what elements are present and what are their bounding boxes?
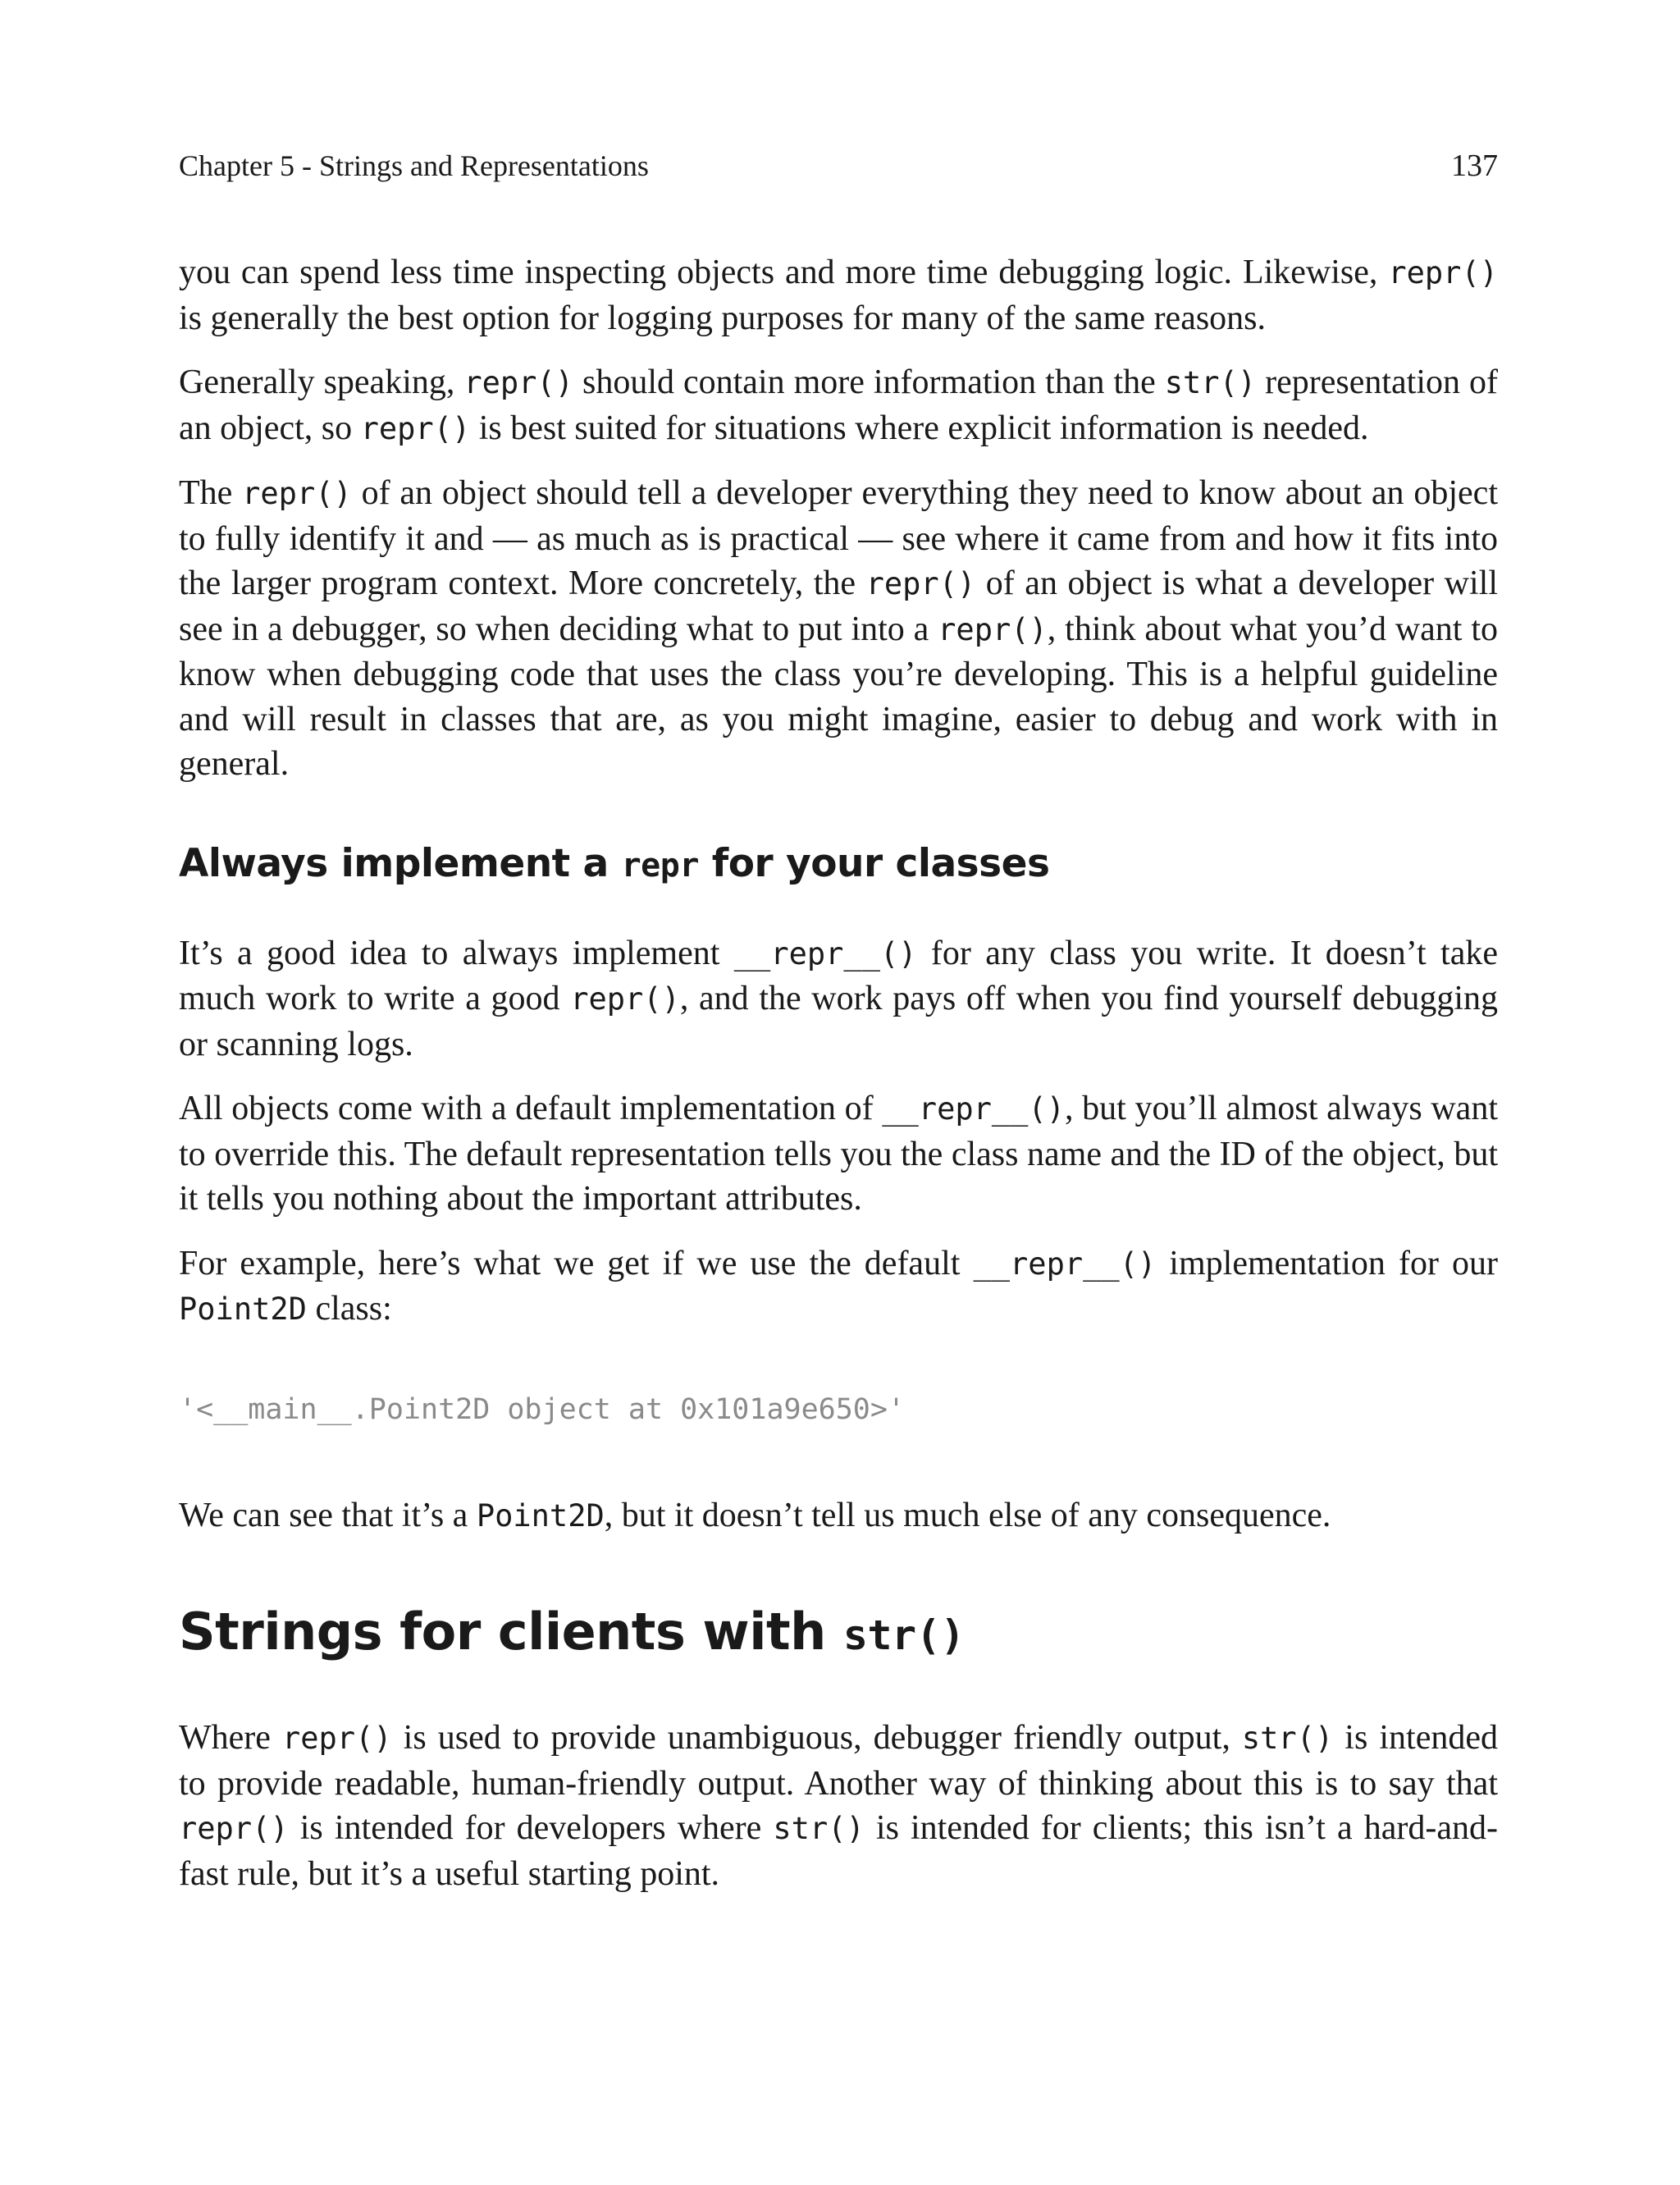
code-block-default-repr-output: '<__main__.Point2D object at 0x101a9e650>': [179, 1392, 906, 1426]
page-body: [179, 250, 1498, 1916]
inline-code: repr(): [179, 1811, 289, 1846]
inline-code: str(): [1164, 365, 1257, 400]
paragraph-default-repr: All objects come with a default implementation of __repr__(), but you’ll almost always want to override this. The default representation tells you the class name and the ID of the object, but it tells you nothing about the important attributes.: [179, 1090, 1498, 1218]
paragraph-example-intro: For example, here’s what we get if we use the default __repr__() implementation for our Point2D class:: [179, 1244, 1498, 1328]
chapter-title: Chapter 5 - Strings and Representations: [179, 149, 649, 182]
paragraph-point2d-consequence: We can see that it’s a Point2D, but it doesn’t tell us much else of any consequence.: [179, 1496, 1331, 1534]
inline-code: repr(): [865, 566, 976, 601]
paragraph-str-purpose: Where repr() is used to provide unambiguous, debugger friendly output, str() is intended to provide readable, human-friendly output. Another way of thinking about this is to say that repr() is intended for developers where str() is intended for clients; this isn’t a hard-and-fast rule, but it’s a useful starting point.: [179, 1719, 1498, 1893]
paragraph-implement-repr: It’s a good idea to always implement __repr__() for any class you write. It doesn’t take much work to write a good repr(), and the work pays off when you find yourself debugging or scanning logs.: [179, 934, 1499, 1063]
inline-code: repr(): [463, 365, 574, 400]
inline-code: repr(): [242, 476, 352, 511]
paragraph-repr-vs-str: Generally speaking, repr() should contain more information than the str() representation of an object, so repr() is best suited for situations where explicit information is needed.: [179, 363, 1498, 447]
inline-code: repr(): [281, 1721, 392, 1756]
section-heading-always-implement-repr: Always implement a repr for your classes: [179, 840, 1050, 886]
paragraph-repr-purpose: The repr() of an object should tell a developer everything they need to know about an object to fully identify it and — as much as is practical — see where it came from and how it fits into the larger program context. More concretely, the repr() of an object is what a developer will see in a debugger, so when deciding what to put into a repr(), think about what you’d want to know when debugging code that uses the class you’re developing. This is a helpful guideline and will result in classes that are, as you might imagine, easier to debug and work with in general.: [179, 474, 1499, 783]
inline-code: Point2D: [476, 1497, 605, 1534]
inline-code: str(): [1241, 1721, 1334, 1756]
inline-code: repr(): [1388, 255, 1498, 290]
running-header: [179, 148, 1498, 184]
section-heading-strings-for-clients: Strings for clients with str(): [179, 1602, 965, 1662]
inline-code: repr(): [360, 410, 471, 446]
inline-code: Point2D: [179, 1291, 307, 1327]
paragraph-logging: you can spend less time inspecting objects and more time debugging logic. Likewise, repr() is generally the best option for logging purposes for many of the same reasons.: [179, 254, 1498, 337]
inline-code: repr(): [570, 981, 680, 1017]
inline-code: __repr__(): [733, 935, 917, 971]
heading-code: str(): [842, 1611, 965, 1659]
inline-code: __repr__(): [973, 1246, 1157, 1282]
inline-code: __repr__(): [882, 1091, 1066, 1127]
inline-code: str(): [773, 1811, 865, 1846]
page-number: 137: [1451, 149, 1498, 183]
heading-code: repr: [621, 846, 699, 885]
inline-code: repr(): [938, 611, 1048, 647]
